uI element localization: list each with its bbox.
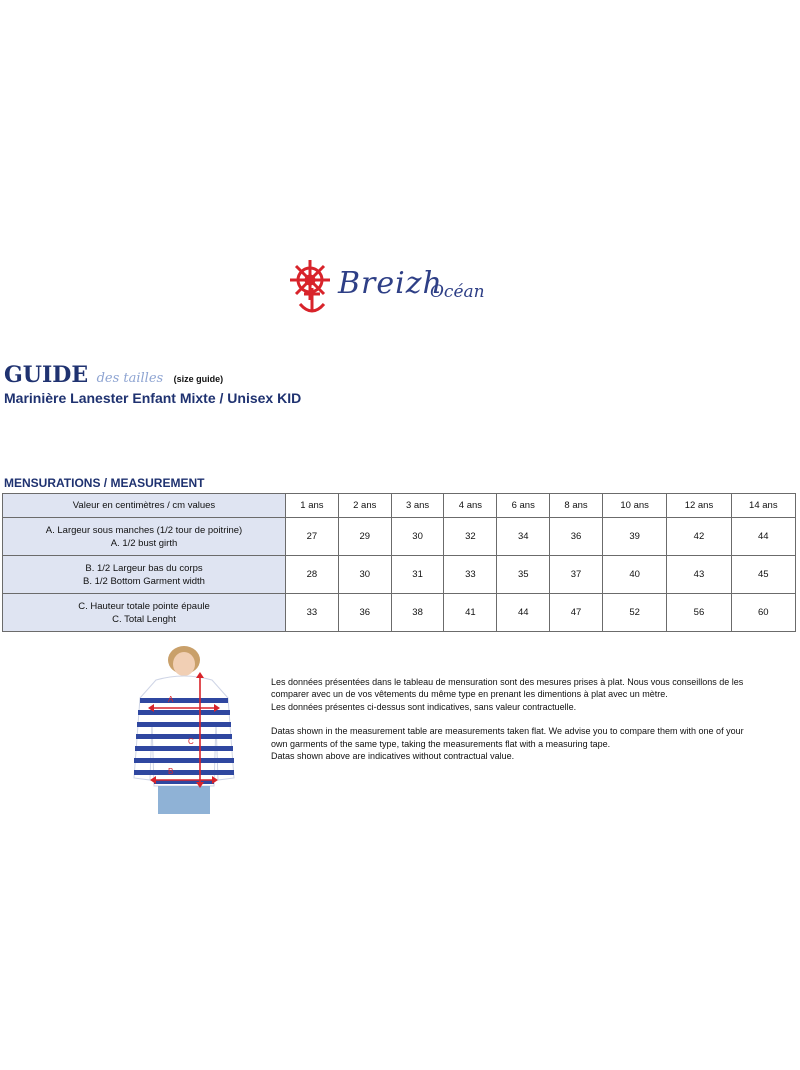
size-table xyxy=(2,493,796,632)
measurement-notes xyxy=(271,676,791,762)
header-label-cell: Valeur en centimètres / cm values xyxy=(3,494,286,518)
row-label-fr: B. 1/2 Largeur bas du corps xyxy=(85,562,203,574)
table-cell: 41 xyxy=(444,594,497,632)
table-cell: 47 xyxy=(550,594,603,632)
size-header: 4 ans xyxy=(444,494,497,518)
table-cell: 36 xyxy=(550,518,603,556)
size-header: 8 ans xyxy=(550,494,603,518)
guide-heading xyxy=(4,362,223,388)
table-cell: 33 xyxy=(286,594,339,632)
table-cell: 28 xyxy=(286,556,339,594)
note-en-1: Datas shown in the measurement table are measurements taken flat. We advise you to compare them with one of your xyxy=(271,726,744,737)
table-cell: 44 xyxy=(497,594,550,632)
note-en-2: own garments of the same type, taking the measurements flat with a measuring tape. xyxy=(271,738,611,749)
size-header: 14 ans xyxy=(731,494,795,518)
row-label xyxy=(3,518,286,556)
row-label-en: B. 1/2 Bottom Garment width xyxy=(83,575,205,587)
table-cell: 35 xyxy=(497,556,550,594)
row-label xyxy=(3,594,286,632)
size-header: 2 ans xyxy=(338,494,391,518)
table-cell: 36 xyxy=(338,594,391,632)
brand-name-main: Breizh xyxy=(338,266,443,301)
table-cell: 43 xyxy=(667,556,731,594)
table-cell: 30 xyxy=(338,556,391,594)
brand-logo xyxy=(288,258,508,324)
table-cell: 56 xyxy=(667,594,731,632)
table-cell: 45 xyxy=(731,556,795,594)
row-label-fr: C. Hauteur totale pointe épaule xyxy=(78,600,210,612)
table-cell: 38 xyxy=(391,594,444,632)
table-cell: 40 xyxy=(602,556,666,594)
garment-measurement-diagram xyxy=(130,646,238,814)
size-header: 12 ans xyxy=(667,494,731,518)
table-cell: 60 xyxy=(731,594,795,632)
table-cell: 31 xyxy=(391,556,444,594)
note-fr-2: comparer avec un de vos vêtements du même type en prenant les dimentions à plat avec un mètre. xyxy=(271,689,668,700)
note-fr-1: Les données présentées dans le tableau de mensuration sont des mesures prises à plat. Nous vous conseillons de les xyxy=(271,677,744,687)
table-cell: 34 xyxy=(497,518,550,556)
ship-wheel-anchor-icon xyxy=(288,258,336,318)
table-cell: 39 xyxy=(602,518,666,556)
size-header: 3 ans xyxy=(391,494,444,518)
size-header: 1 ans xyxy=(286,494,339,518)
guide-word: GUIDE xyxy=(4,362,89,388)
label-b: B xyxy=(168,767,174,776)
row-label-en: C. Total Lenght xyxy=(112,613,176,625)
guide-subtitle: des tailles xyxy=(96,371,164,386)
table-cell: 42 xyxy=(667,518,731,556)
product-title: Marinière Lanester Enfant Mixte / Unisex KID xyxy=(4,390,302,406)
table-cell: 32 xyxy=(444,518,497,556)
table-cell: 37 xyxy=(550,556,603,594)
guide-paren: (size guide) xyxy=(173,374,224,384)
table-cell: 30 xyxy=(391,518,444,556)
label-a: A xyxy=(168,695,174,704)
size-header: 6 ans xyxy=(497,494,550,518)
table-cell: 29 xyxy=(338,518,391,556)
table-row xyxy=(3,556,796,594)
label-c: C xyxy=(188,737,194,746)
table-cell: 27 xyxy=(286,518,339,556)
table-cell: 44 xyxy=(731,518,795,556)
table-row xyxy=(3,518,796,556)
table-cell: 52 xyxy=(602,594,666,632)
note-fr-3: Les données présentes ci-dessus sont indicatives, sans valeur contractuelle. xyxy=(271,701,577,712)
table-cell: 33 xyxy=(444,556,497,594)
row-label xyxy=(3,556,286,594)
table-header-row xyxy=(3,494,796,518)
brand-name-second: Océan xyxy=(430,282,485,302)
row-label-fr: A. Largeur sous manches (1/2 tour de poitrine) xyxy=(45,524,243,536)
note-en-3: Datas shown above are indicatives without contractual value. xyxy=(271,751,515,762)
size-header: 10 ans xyxy=(602,494,666,518)
table-row xyxy=(3,594,796,632)
row-label-en: A. 1/2 bust girth xyxy=(110,537,178,549)
notes-spacer xyxy=(271,713,791,725)
section-title: MENSURATIONS / MEASUREMENT xyxy=(4,476,205,490)
